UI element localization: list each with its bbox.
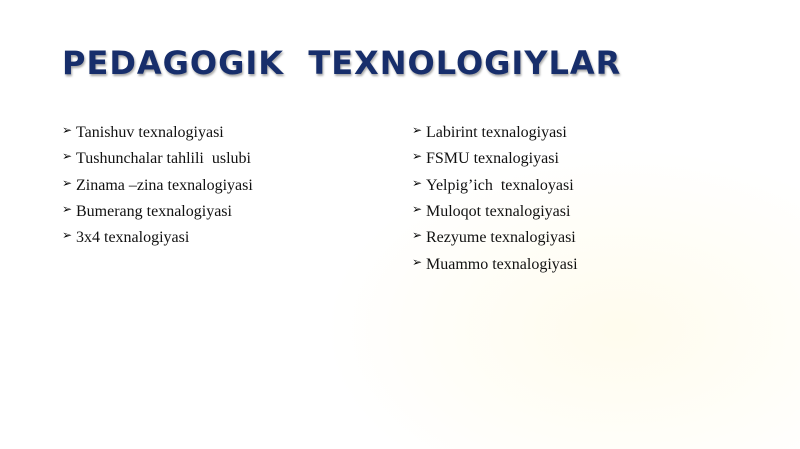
list-item-text: Bumerang texnalogiyasi — [76, 203, 232, 221]
list-item-text: Zinama –zina texnalogiyasi — [76, 176, 253, 194]
list-item — [412, 199, 578, 225]
list-item-text: Rezyume texnalogiyasi — [426, 229, 576, 247]
list-item — [412, 173, 578, 199]
right-bullet-list — [412, 120, 578, 278]
list-item — [62, 120, 253, 146]
list-item — [412, 146, 578, 172]
arrow-bullet-icon: ➢ — [412, 123, 423, 138]
list-item-text: Tanishuv texnalogiyasi — [76, 124, 224, 142]
list-item-text: Tushunchalar tahlili uslubi — [76, 150, 251, 168]
list-item — [412, 120, 578, 146]
list-item — [62, 146, 253, 172]
list-item — [62, 199, 253, 225]
list-item — [62, 173, 253, 199]
left-bullet-list — [62, 120, 253, 251]
slide-title: PEDAGOGIK TEXNOLOGIYLAR — [62, 44, 622, 82]
arrow-bullet-icon: ➢ — [62, 123, 73, 138]
list-item-text: Labirint texnalogiyasi — [426, 124, 567, 142]
arrow-bullet-icon: ➢ — [62, 149, 73, 164]
list-item-text: Yelpig’ich texnaloyasi — [426, 176, 574, 194]
list-item-text: Muammo texnalogiyasi — [426, 255, 578, 273]
arrow-bullet-icon: ➢ — [62, 228, 73, 243]
list-item-text: 3x4 texnalogiyasi — [76, 229, 190, 247]
arrow-bullet-icon: ➢ — [62, 175, 73, 190]
arrow-bullet-icon: ➢ — [412, 202, 423, 217]
arrow-bullet-icon: ➢ — [412, 149, 423, 164]
list-item — [62, 225, 253, 251]
arrow-bullet-icon: ➢ — [412, 175, 423, 190]
list-item — [412, 251, 578, 277]
arrow-bullet-icon: ➢ — [412, 228, 423, 243]
list-item-text: FSMU texnalogiyasi — [426, 150, 559, 168]
list-item-text: Muloqot texnalogiyasi — [426, 203, 571, 221]
list-item — [412, 225, 578, 251]
arrow-bullet-icon: ➢ — [412, 254, 423, 269]
arrow-bullet-icon: ➢ — [62, 202, 73, 217]
